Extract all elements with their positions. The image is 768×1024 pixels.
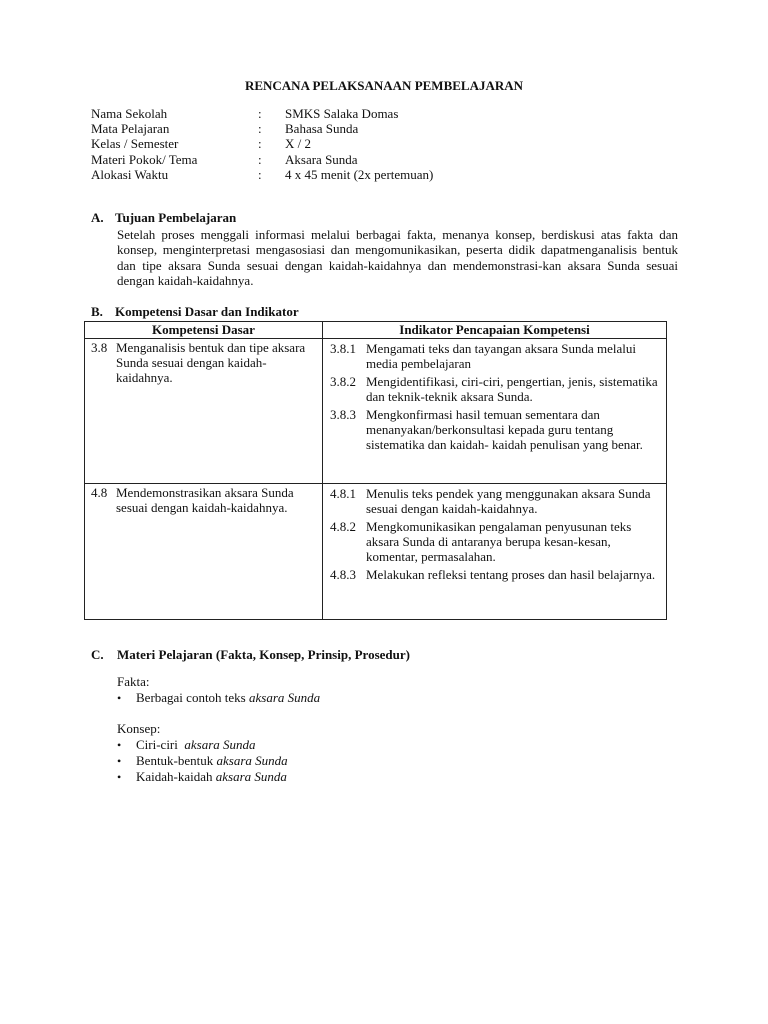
konsep-block (117, 721, 288, 785)
list-text-italic: aksara Sunda (249, 690, 321, 705)
list-text-italic: aksara Sunda (216, 753, 288, 768)
info-row-time (91, 167, 433, 182)
bullet-icon: • (117, 691, 122, 705)
info-label: Mata Pelajaran (91, 121, 170, 137)
kd-number: 4.8 (91, 485, 108, 500)
indicator-text: Mengkomunikasikan pengalaman penyusunan teks aksara Sunda di antaranya berupa kesan-kesan, komentar, permasalahan. (366, 519, 632, 564)
info-value: 4 x 45 menit (2x pertemuan) (285, 166, 434, 182)
indicator-item (330, 374, 662, 404)
info-colon: : (258, 151, 262, 167)
indicator-number: 3.8.1 (330, 341, 356, 356)
kd-cell (85, 484, 323, 620)
indicator-item (330, 519, 662, 564)
competency-table (84, 321, 667, 620)
list-item-text (136, 753, 288, 769)
section-title: Kompetensi Dasar dan Indikator (115, 304, 299, 319)
document-title: RENCANA PELAKSANAAN PEMBELAJARAN (244, 78, 524, 93)
info-label: Nama Sekolah (91, 106, 168, 121)
kd-item (91, 485, 318, 515)
info-value: X / 2 (285, 136, 311, 152)
konsep-label: Konsep: (117, 721, 161, 736)
list-item (117, 737, 288, 753)
table-header-row (85, 322, 667, 339)
list-item-text (136, 690, 320, 706)
info-value: Bahasa Sunda (285, 121, 359, 137)
info-colon: : (258, 166, 262, 182)
bullet-icon: • (117, 770, 122, 784)
info-row-topic (91, 152, 433, 167)
kd-cell (85, 339, 323, 484)
section-b-heading (91, 304, 299, 320)
section-c-heading (91, 647, 410, 663)
list-text-italic: aksara Sunda (215, 769, 287, 784)
indicator-text: Melakukan refleksi tentang proses dan hasil belajarnya. (366, 567, 656, 582)
info-value: SMKS Salaka Domas (285, 106, 399, 121)
section-a-text: Setelah proses menggali informasi melalui berbagai fakta, menanya konsep, berdiskusi atas fakta dan konsep, menginterpretasi mengasosiasi dan mengomunikasikan, peserta didik dapatmenganalisis bentuk dan tipe aksara Sunda sesuai dengan kaidah-kaidahnya dan mendemonstrasi-kan aksara Sunda sesuai dengan kaidah-kaidahnya. (117, 227, 678, 289)
section-title: Tujuan Pembelajaran (115, 210, 237, 225)
indicator-number: 3.8.2 (330, 374, 356, 389)
kd-text: Mendemonstrasikan aksara Sunda sesuai dengan kaidah-kaidahnya. (116, 485, 294, 515)
identity-block (91, 106, 433, 182)
fakta-label: Fakta: (117, 674, 150, 689)
table-row (85, 339, 667, 484)
indicator-text: Mengidentifikasi, ciri-ciri, pengertian, jenis, sistematika dan teknik-teknik aksara Sunda. (366, 374, 658, 404)
info-colon: : (258, 121, 262, 137)
list-text: Berbagai contoh teks (136, 690, 249, 705)
list-text: Ciri-ciri (136, 737, 185, 752)
indicator-number: 4.8.3 (330, 567, 356, 582)
info-row-class (91, 136, 433, 151)
indicator-number: 4.8.1 (330, 486, 356, 501)
bullet-icon: • (117, 738, 122, 752)
kd-number: 3.8 (91, 340, 108, 355)
indicator-text: Mengamati teks dan tayangan aksara Sunda melalui media pembelajaran (366, 341, 637, 371)
indicator-number: 3.8.3 (330, 407, 356, 422)
info-colon: : (258, 136, 262, 152)
indicator-item (330, 341, 662, 371)
indicator-item (330, 567, 662, 582)
indicator-number: 4.8.2 (330, 519, 356, 534)
kd-item (91, 340, 318, 385)
column-header: Indikator Pencapaian Kompetensi (323, 322, 667, 339)
fakta-block (117, 674, 320, 706)
column-header: Kompetensi Dasar (85, 322, 323, 339)
list-item (117, 690, 320, 706)
indicator-item (330, 407, 662, 452)
table-row (85, 484, 667, 620)
info-label: Materi Pokok/ Tema (91, 151, 198, 167)
kd-text: Menganalisis bentuk dan tipe aksara Sunda sesuai dengan kaidah-kaidahnya. (116, 340, 306, 385)
section-letter: A. (91, 210, 104, 225)
list-item (117, 769, 288, 785)
section-a-heading (91, 210, 236, 226)
list-item (117, 753, 288, 769)
section-title: Materi Pelajaran (Fakta, Konsep, Prinsip, Prosedur) (117, 647, 410, 662)
info-value: Aksara Sunda (285, 151, 358, 167)
bullet-icon: • (117, 754, 122, 768)
info-label: Kelas / Semester (91, 136, 179, 152)
section-letter: C. (91, 647, 104, 662)
info-row-school (91, 106, 433, 121)
section-letter: B. (91, 304, 103, 319)
indicator-item (330, 486, 662, 516)
indicator-cell (323, 339, 667, 484)
info-label: Alokasi Waktu (91, 166, 169, 182)
list-item-text (136, 769, 287, 785)
info-colon: : (258, 106, 262, 121)
indicator-text: Mengkonfirmasi hasil temuan sementara dan menanyakan/berkonsultasi kepada guru tentang sistematika dan kaidah- kaidah penulisan yang benar. (366, 407, 643, 452)
info-row-subject (91, 121, 433, 136)
indicator-text: Menulis teks pendek yang menggunakan aksara Sunda sesuai dengan kaidah-kaidahnya. (366, 486, 651, 516)
list-text: Bentuk-bentuk (136, 753, 217, 768)
indicator-cell (323, 484, 667, 620)
list-text: Kaidah-kaidah (136, 769, 216, 784)
list-text-italic: aksara Sunda (184, 737, 256, 752)
list-item-text (136, 737, 256, 753)
